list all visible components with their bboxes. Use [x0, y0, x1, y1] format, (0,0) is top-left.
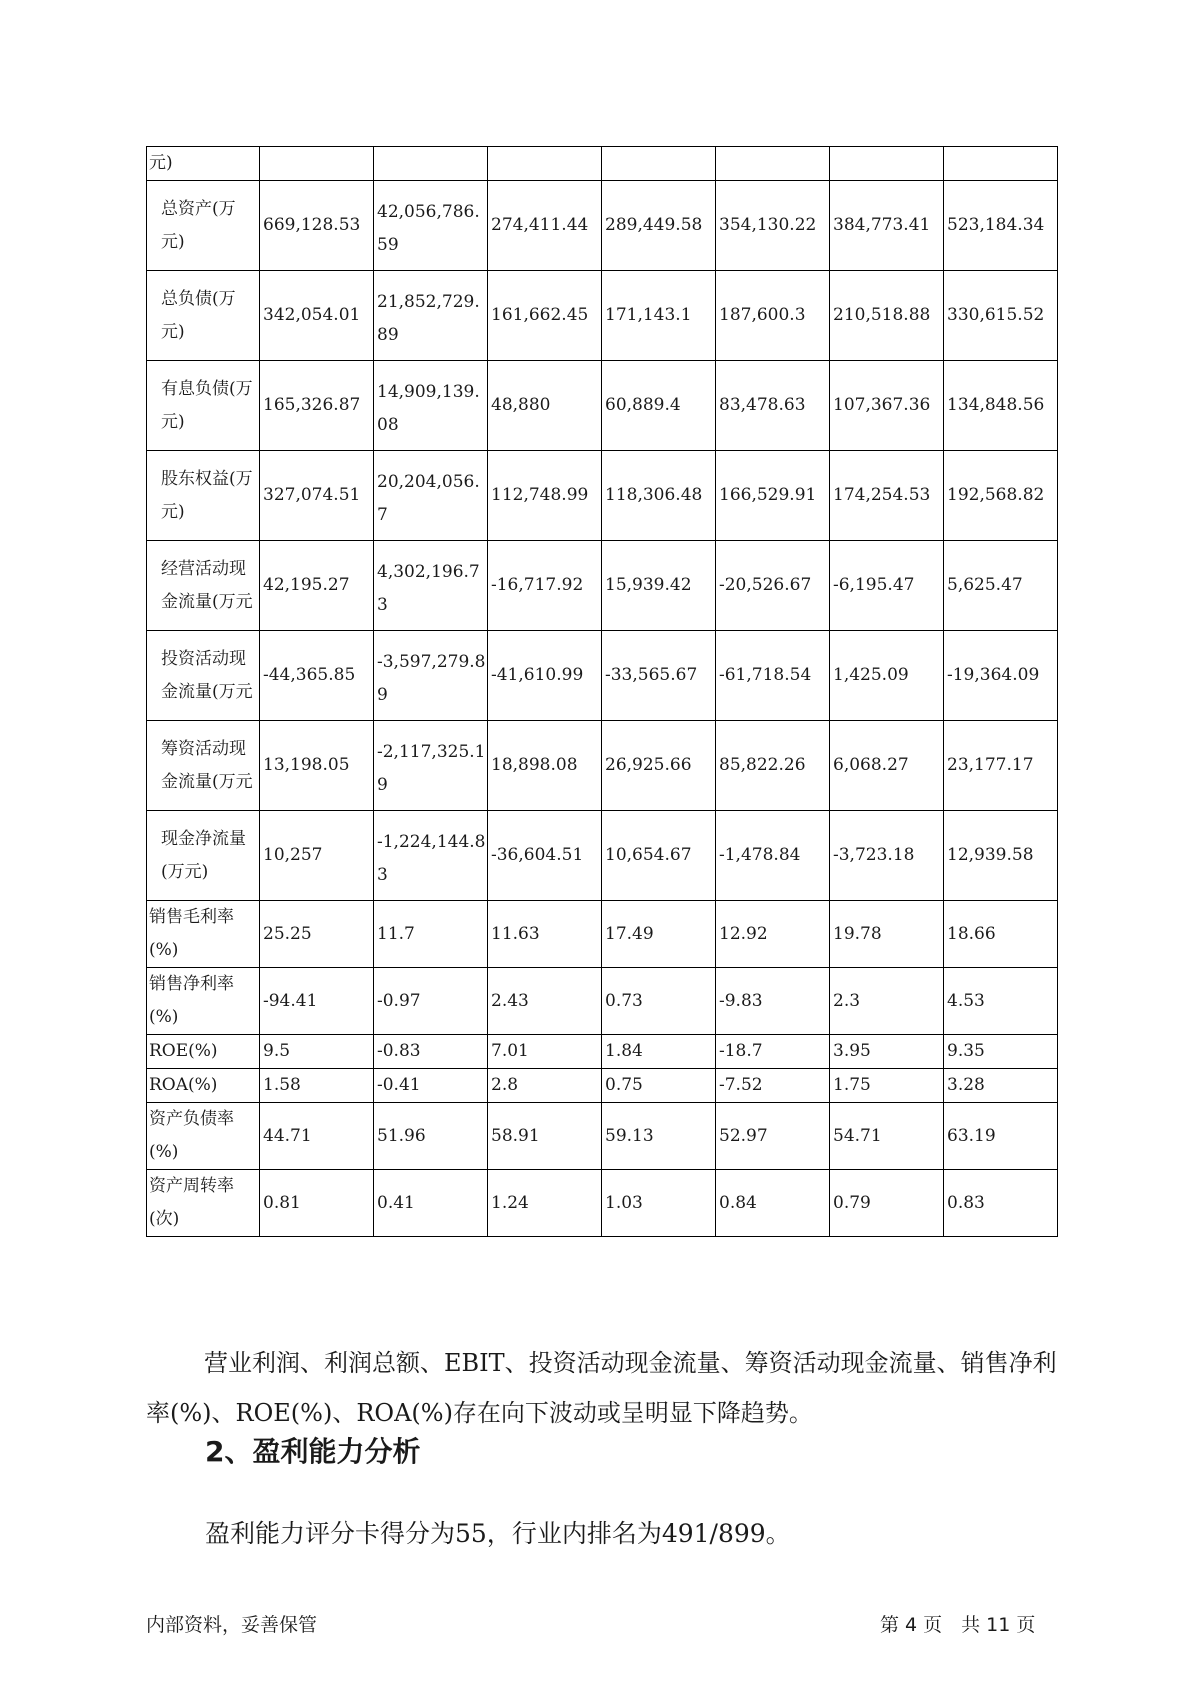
table-cell: 60,889.4 [602, 361, 716, 451]
table-cell: 354,130.22 [716, 181, 830, 271]
table-cell: 3.28 [944, 1069, 1058, 1103]
table-row [147, 631, 1058, 721]
row-label: 投资活动现金流量(万元 [147, 631, 260, 721]
table-cell: 0.75 [602, 1069, 716, 1103]
table-cell: 107,367.36 [830, 361, 944, 451]
table-cell: -3,723.18 [830, 811, 944, 901]
table-cell: 165,326.87 [260, 361, 374, 451]
table-cell: 59.13 [602, 1103, 716, 1170]
table-cell: 2.3 [830, 968, 944, 1035]
table-cell: 1.03 [602, 1170, 716, 1237]
table-cell: 669,128.53 [260, 181, 374, 271]
table-row [147, 147, 1058, 181]
row-label: 筹资活动现金流量(万元 [147, 721, 260, 811]
table-cell: 18.66 [944, 901, 1058, 968]
row-label: 股东权益(万元) [147, 451, 260, 541]
table-cell: -0.97 [374, 968, 488, 1035]
table-cell: -7.52 [716, 1069, 830, 1103]
table-cell: -44,365.85 [260, 631, 374, 721]
table-row [147, 1103, 1058, 1170]
table-cell: 5,625.47 [944, 541, 1058, 631]
row-label: 经营活动现金流量(万元 [147, 541, 260, 631]
table-cell: 26,925.66 [602, 721, 716, 811]
table-cell: 0.84 [716, 1170, 830, 1237]
row-label: 资产负债率(%) [147, 1103, 260, 1170]
table-cell: 10,654.67 [602, 811, 716, 901]
table-cell: 1.75 [830, 1069, 944, 1103]
table-cell: 17.49 [602, 901, 716, 968]
table-row [147, 968, 1058, 1035]
table-row [147, 721, 1058, 811]
table-cell: 330,615.52 [944, 271, 1058, 361]
table-cell: -0.41 [374, 1069, 488, 1103]
table-cell: -19,364.09 [944, 631, 1058, 721]
table-cell: -61,718.54 [716, 631, 830, 721]
table-cell: 2.43 [488, 968, 602, 1035]
table-cell: 13,198.05 [260, 721, 374, 811]
summary-paragraph: 营业利润、利润总额、EBIT、投资活动现金流量、筹资活动现金流量、销售净利率(%)、ROE(%)、ROA(%)存在向下波动或呈明显下降趋势。 [146, 1349, 1057, 1427]
table-cell: 10,257 [260, 811, 374, 901]
table-cell: -1,224,144.83 [374, 811, 488, 901]
table-cell: 161,662.45 [488, 271, 602, 361]
table-row [147, 811, 1058, 901]
footer-confidential: 内部资料，妥善保管 [146, 1614, 318, 1636]
table-cell: 44.71 [260, 1103, 374, 1170]
table-cell: 14,909,139.08 [374, 361, 488, 451]
table-cell: 54.71 [830, 1103, 944, 1170]
table-cell: 3.95 [830, 1035, 944, 1069]
table-cell: 112,748.99 [488, 451, 602, 541]
table-cell: 174,254.53 [830, 451, 944, 541]
table-cell: -1,478.84 [716, 811, 830, 901]
table-row [147, 901, 1058, 968]
row-label: ROE(%) [147, 1035, 260, 1069]
table-cell: -16,717.92 [488, 541, 602, 631]
table-cell: 9.5 [260, 1035, 374, 1069]
table-cell: 51.96 [374, 1103, 488, 1170]
table-cell: -20,526.67 [716, 541, 830, 631]
row-label: 现金净流量(万元) [147, 811, 260, 901]
table-row [147, 541, 1058, 631]
table-cell: 23,177.17 [944, 721, 1058, 811]
table-cell: 0.73 [602, 968, 716, 1035]
table-cell: 134,848.56 [944, 361, 1058, 451]
table-row [147, 361, 1058, 451]
table-cell: 52.97 [716, 1103, 830, 1170]
table-row [147, 1035, 1058, 1069]
table-cell: -9.83 [716, 968, 830, 1035]
table-cell: -94.41 [260, 968, 374, 1035]
table-cell: 21,852,729.89 [374, 271, 488, 361]
row-label: 销售净利率(%) [147, 968, 260, 1035]
table-cell: 0.41 [374, 1170, 488, 1237]
table-cell: 171,143.1 [602, 271, 716, 361]
table-cell: 42,195.27 [260, 541, 374, 631]
table-cell: 12,939.58 [944, 811, 1058, 901]
table-cell: 0.79 [830, 1170, 944, 1237]
table-cell: 2.8 [488, 1069, 602, 1103]
table-row [147, 271, 1058, 361]
table-row [147, 1069, 1058, 1103]
table-row [147, 181, 1058, 271]
table-row [147, 1170, 1058, 1237]
table-cell: -36,604.51 [488, 811, 602, 901]
table-cell: 6,068.27 [830, 721, 944, 811]
table-cell: 1.24 [488, 1170, 602, 1237]
table-cell: 9.35 [944, 1035, 1058, 1069]
table-cell: 18,898.08 [488, 721, 602, 811]
row-label: 元) [147, 147, 260, 181]
table-cell: 1.84 [602, 1035, 716, 1069]
table-cell: 12.92 [716, 901, 830, 968]
table-cell: 327,074.51 [260, 451, 374, 541]
table-cell: 192,568.82 [944, 451, 1058, 541]
table-cell: 118,306.48 [602, 451, 716, 541]
table-cell: 1,425.09 [830, 631, 944, 721]
table-cell: 42,056,786.59 [374, 181, 488, 271]
table-cell: -2,117,325.19 [374, 721, 488, 811]
table-cell [602, 147, 716, 181]
table-cell: 7.01 [488, 1035, 602, 1069]
row-label: 总资产(万元) [147, 181, 260, 271]
table-cell [830, 147, 944, 181]
table-cell [488, 147, 602, 181]
table-cell: 523,184.34 [944, 181, 1058, 271]
section-heading: 2、盈利能力分析 [205, 1435, 421, 1468]
table-cell [944, 147, 1058, 181]
table-cell: 11.63 [488, 901, 602, 968]
table-cell: 19.78 [830, 901, 944, 968]
table-cell: 85,822.26 [716, 721, 830, 811]
financial-table [146, 146, 1058, 1237]
table-cell: 384,773.41 [830, 181, 944, 271]
table-cell: 1.58 [260, 1069, 374, 1103]
table-cell: 63.19 [944, 1103, 1058, 1170]
table-cell: 289,449.58 [602, 181, 716, 271]
table-cell [260, 147, 374, 181]
table-cell: 210,518.88 [830, 271, 944, 361]
row-label: 销售毛利率(%) [147, 901, 260, 968]
table-cell: -0.83 [374, 1035, 488, 1069]
footer-page-number: 第 4 页 共 11 页 [880, 1614, 1036, 1636]
row-label: 资产周转率(次) [147, 1170, 260, 1237]
table-cell: 4.53 [944, 968, 1058, 1035]
table-cell: 4,302,196.73 [374, 541, 488, 631]
table-cell: 20,204,056.7 [374, 451, 488, 541]
table-cell: -18.7 [716, 1035, 830, 1069]
table-cell: -41,610.99 [488, 631, 602, 721]
table-cell: 0.83 [944, 1170, 1058, 1237]
row-label: 总负债(万元) [147, 271, 260, 361]
table-cell: 166,529.91 [716, 451, 830, 541]
table-cell: -33,565.67 [602, 631, 716, 721]
table-cell: -6,195.47 [830, 541, 944, 631]
table-cell: 0.81 [260, 1170, 374, 1237]
table-cell: 25.25 [260, 901, 374, 968]
table-cell: 83,478.63 [716, 361, 830, 451]
table-cell: 274,411.44 [488, 181, 602, 271]
table-cell: 15,939.42 [602, 541, 716, 631]
row-label: ROA(%) [147, 1069, 260, 1103]
table-cell: 11.7 [374, 901, 488, 968]
table-cell [374, 147, 488, 181]
table-row [147, 451, 1058, 541]
table-cell: 48,880 [488, 361, 602, 451]
table-cell: -3,597,279.89 [374, 631, 488, 721]
table-cell: 342,054.01 [260, 271, 374, 361]
row-label: 有息负债(万元) [147, 361, 260, 451]
score-text: 盈利能力评分卡得分为55，行业内排名为491/899。 [205, 1519, 791, 1548]
table-cell: 187,600.3 [716, 271, 830, 361]
table-cell [716, 147, 830, 181]
table-cell: 58.91 [488, 1103, 602, 1170]
